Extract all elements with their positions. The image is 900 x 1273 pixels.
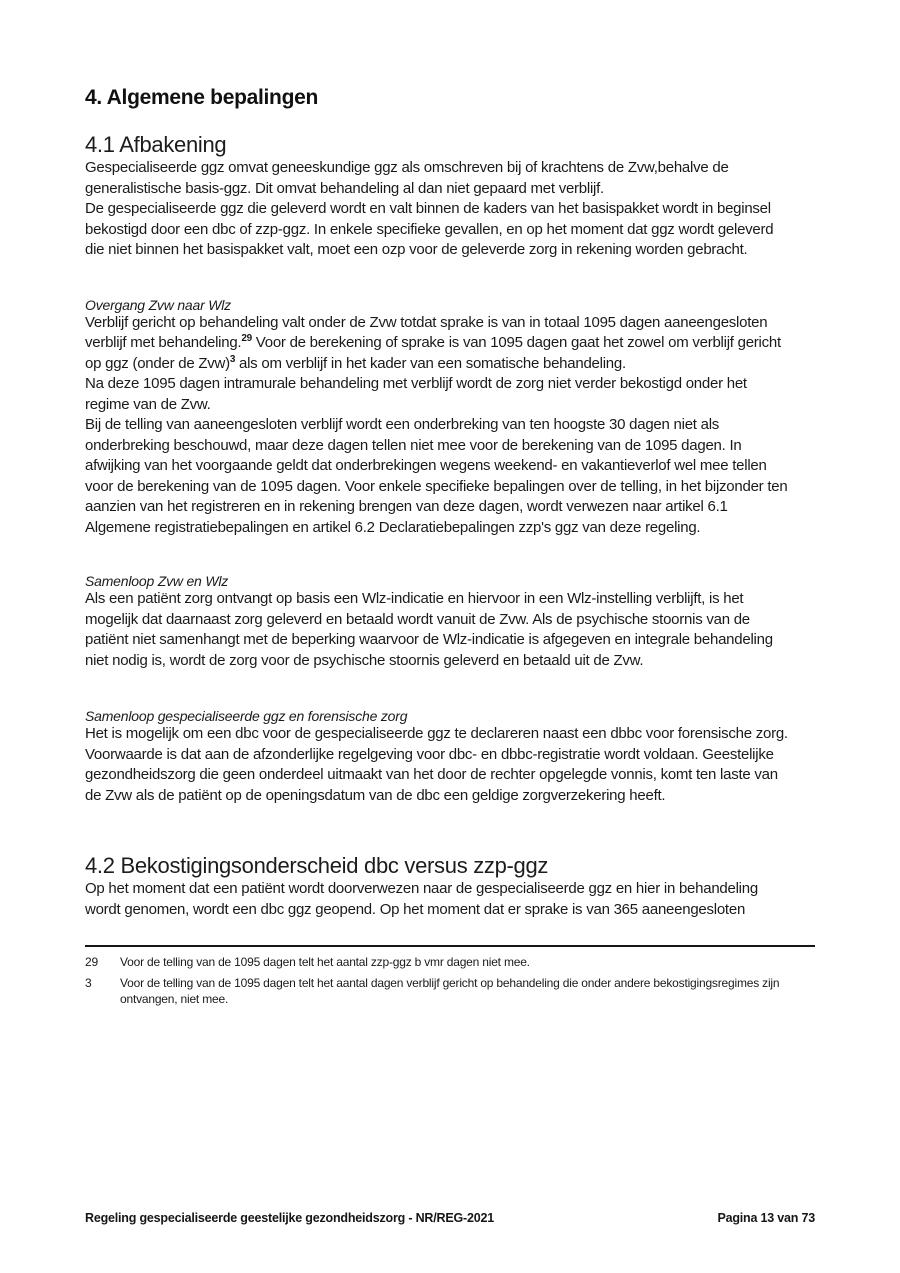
paragraph-afbakening-intro-2: De gespecialiseerde ggz die geleverd wordt en valt binnen de kaders van het basispakket wordt in beginsel bekostigd door een dbc of zzp-ggz. In enkele specifieke gevallen, en op het moment dat ggz wordt geleverd die niet binnen het basispakket valt, moet een ozp voor de geleverde zorg in rekening worden gebracht. [85,200,774,258]
footnote-number: 29 [85,955,98,969]
subheading-samenloop-forensisch: Samenloop gespecialiseerde ggz en forensische zorg [85,708,408,724]
footnote-text: Voor de telling van de 1095 dagen telt het aantal dagen verblijf gericht op behandeling die onder andere bekostigingsregimes zijn ontvangen, niet mee. [120,975,780,1006]
section-41-heading: 4.1 Afbakening [85,132,227,157]
footnote-ref-29: 29 [241,333,252,344]
paragraph-samenloop-forensisch: Het is mogelijk om een dbc voor de gespecialiseerde ggz te declareren naast een dbbc voor forensische zorg. Voorwaarde is dat aan de afzonderlijke regelgeving voor dbc- en dbbc-registratie wordt voldaan. Geestelijke gezondheidszorg die geen onderdeel uitmaakt van het door de rechter opgelegde vonnis, komt ten laste van de Zvw als de patiënt op de openingsdatum van de dbc een geldige zorgverzekering heeft. [85,725,788,804]
page-footer [85,1211,815,1225]
paragraph-bekostigingsonderscheid: Op het moment dat een patiënt wordt doorverwezen naar de gespecialiseerde ggz en hier in behandeling wordt genomen, wordt een dbc ggz geopend. Op het moment dat er sprake is van 365 aaneengesloten [85,880,758,918]
subheading-samenloop-zvw-wlz: Samenloop Zvw en Wlz [85,573,229,589]
footnotes-block [85,954,815,1008]
section-42-heading: 4.2 Bekostigingsonderscheid dbc versus zzp-ggz [85,853,549,878]
subheading-overgang-zvw-wlz: Overgang Zvw naar Wlz [85,296,231,313]
footer-page-number: Pagina 13 van 73 [717,1211,815,1225]
footer-document-title: Regeling gespecialiseerde geestelijke gezondheidszorg - NR/REG-2021 [85,1211,494,1225]
footnote-text: Voor de telling van de 1095 dagen telt het aantal zzp-ggz b vmr dagen niet mee. [120,955,530,969]
paragraph-verblijf-1095 [85,313,790,375]
footnote-number: 3 [85,975,92,990]
paragraph-na-1095: Na deze 1095 dagen intramurale behandeling met verblijf wordt de zorg niet verder bekostigd onder het regime van de Zvw. [85,375,747,413]
paragraph-segment: als om verblijf in het kader van een somatische behandeling. [235,354,626,372]
paragraph-afbakening-intro-1: Gespecialiseerde ggz omvat geneeskundige ggz als omschreven bij of krachtens de Zvw,behalve de generalistische basis-ggz. Dit omvat behandeling al dan niet gepaard met verblijf. [85,159,729,197]
footnote-item [85,975,815,1008]
footnote-ref-3: 3 [229,353,236,365]
paragraph-telling: Bij de telling van aaneengesloten verblijf wordt een onderbreking van ten hoogste 30 dagen niet als onderbreking beschouwd, maar deze dagen tellen niet mee voor de berekening van de 1095 dagen. In afwijking van het voorgaande geldt dat onderbrekingen wegens weekend- en vakantieverlof wel mee tellen voor de berekening van de 1095 dagen. Voor enkele specifieke bepalingen over de telling, in het bijzonder ten aanzien van het registreren en in rekening brengen van deze dagen, wordt verwezen naar artikel 6.1 Algemene registratiebepalingen en artikel 6.2 Declaratiebepalingen zzp's ggz van deze regeling. [85,416,788,536]
chapter-heading: 4. Algemene bepalingen [85,86,319,109]
footnote-item [85,954,815,971]
paragraph-segment: Verblijf gericht op behandeling valt onder de Zvw totdat sprake is van in totaal 1095 dagen aaneengesloten verblijf met behandeling. [85,313,768,351]
footnote-divider [85,945,815,947]
paragraph-segment: Voor de berekening of sprake is van 1095 dagen gaat het zowel om verblijf gericht op ggz (onder de Zvw) [85,334,781,372]
paragraph-samenloop-wlz: Als een patiënt zorg ontvangt op basis een Wlz-indicatie en hiervoor in een Wlz-instelling verblijft, is het mogelijk dat daarnaast zorg geleverd en betaald wordt vanuit de Zvw. Als de psychische stoornis van de patiënt niet samenhangt met de beperking waarvoor de Wlz-indicatie is afgegeven en integrale behandeling niet nodig is, wordt de zorg voor de psychische stoornis geleverd en betaald uit de Zvw. [85,590,773,669]
